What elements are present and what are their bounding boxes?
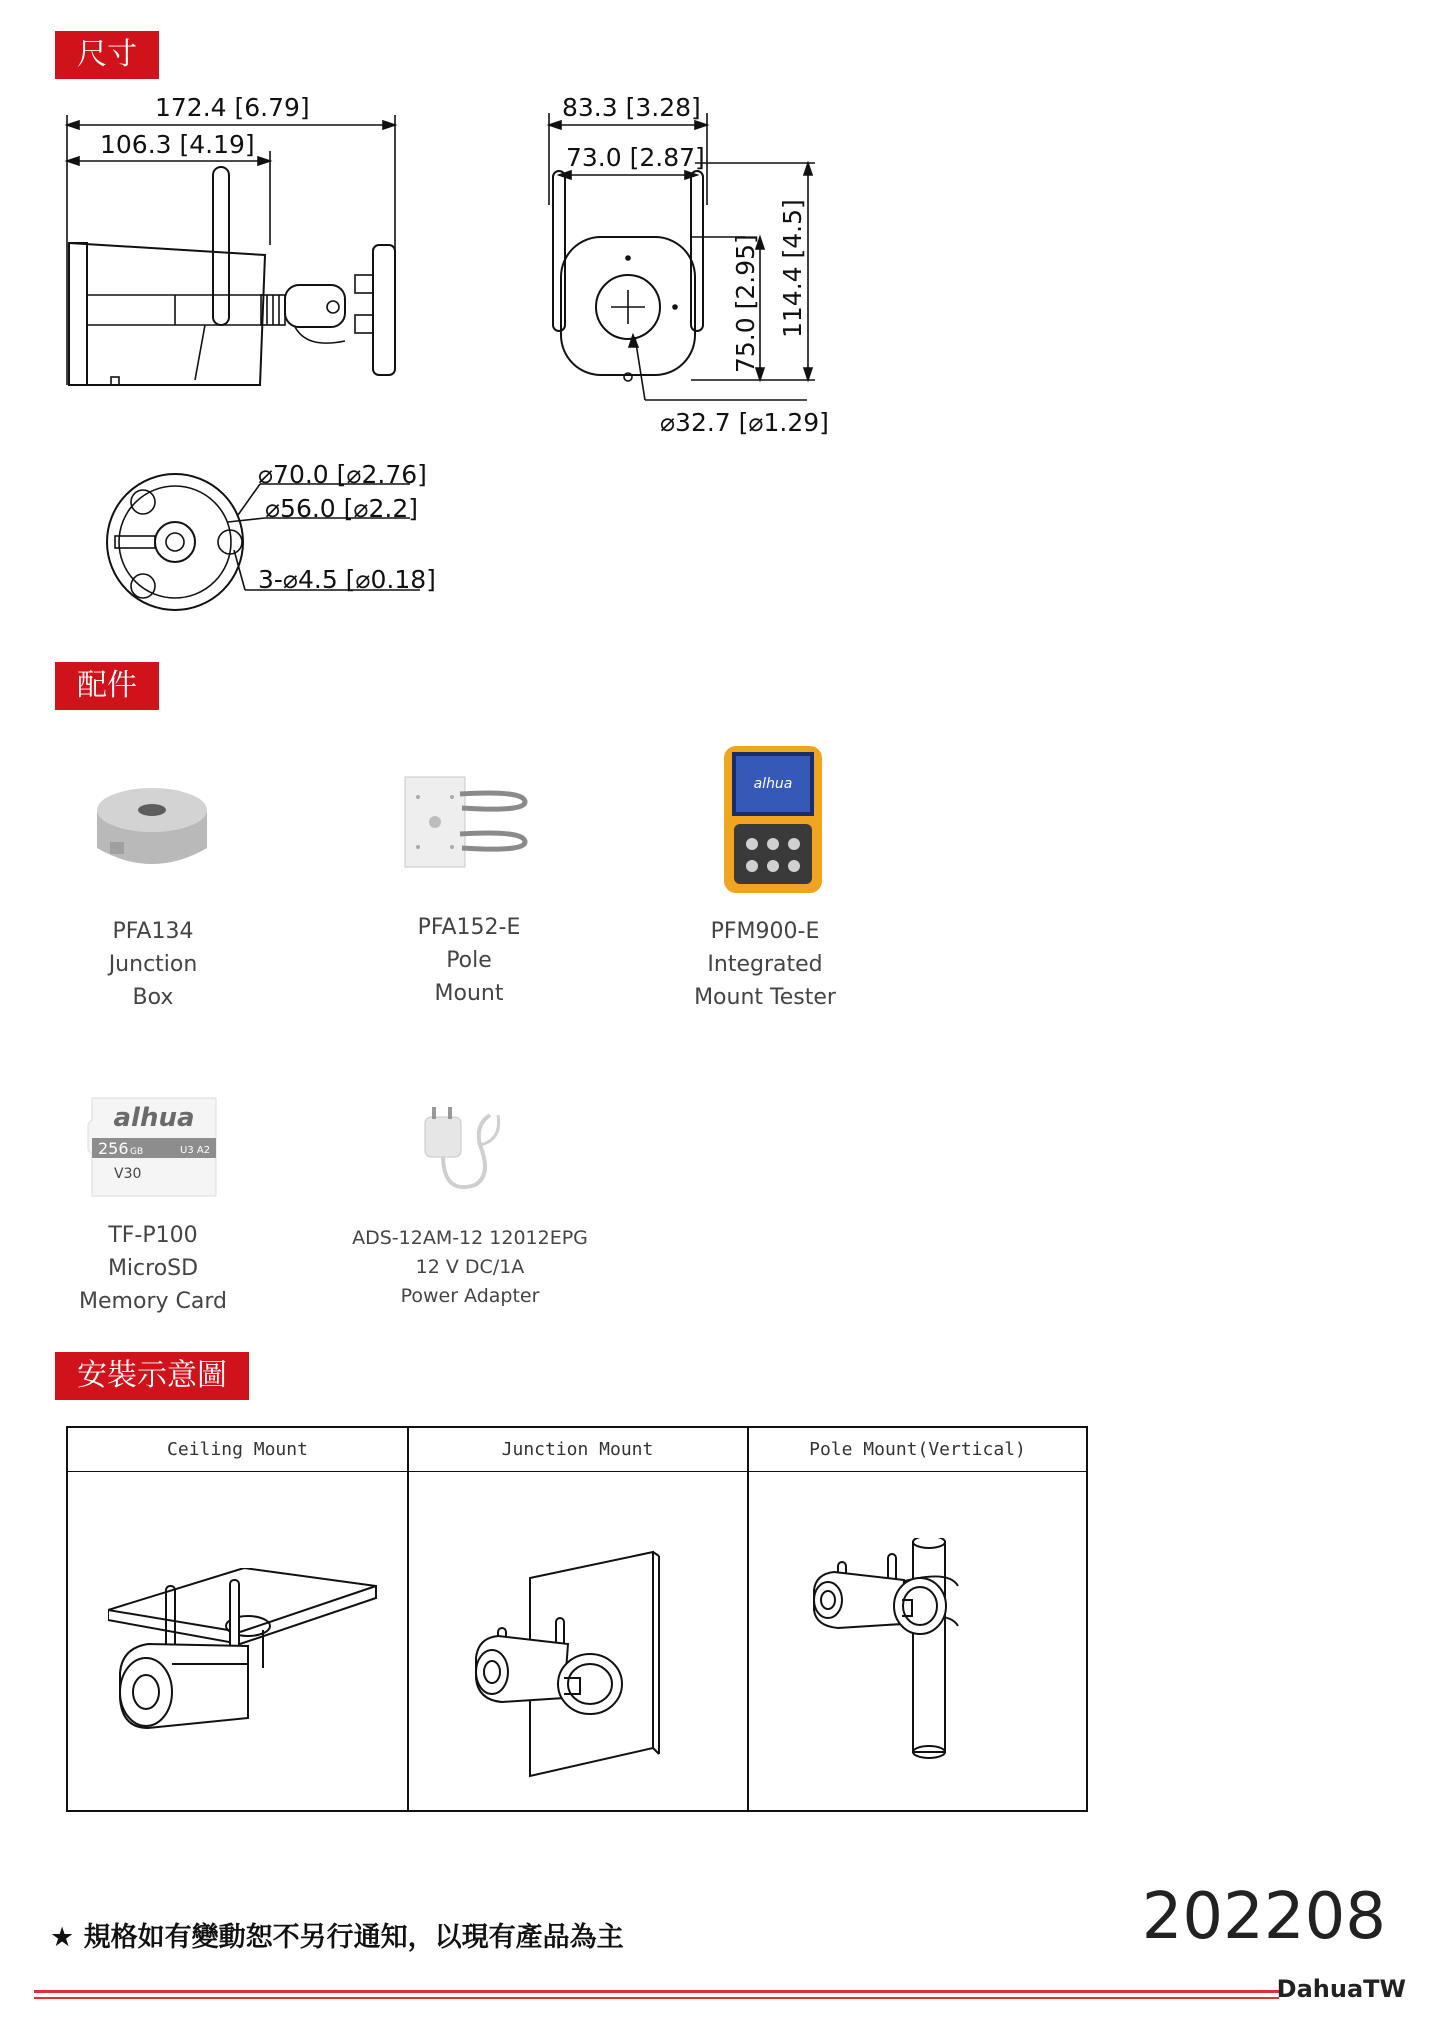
accessory-line: Box [132, 985, 174, 1010]
dim-lens-diameter: ⌀32.7 [⌀1.29] [660, 408, 829, 437]
sd-capacity-label: 256 [98, 1139, 129, 1158]
dim-screw-holes: 3-⌀4.5 [⌀0.18] [258, 565, 436, 594]
dim-total-length: 172.4 [6.79] [155, 93, 310, 122]
accessory-caption-2 [369, 911, 569, 1010]
sd-class-label: V30 [114, 1166, 142, 1182]
footer-disclaimer: ★ 規格如有變動恕不另行通知，以現有產品為主 [50, 1922, 624, 1953]
junction-box-icon [92, 770, 212, 880]
accessory-line: Power Adapter [400, 1285, 540, 1307]
section-title-accessories: 配件 [55, 662, 159, 710]
power-adapter-icon [420, 1105, 510, 1200]
accessory-model: PFA152-E [417, 915, 521, 940]
pole-mount-icon [400, 772, 530, 872]
accessory-line: Junction [108, 952, 198, 977]
accessory-line: 12 V DC/1A [415, 1256, 525, 1278]
sd-capacity-unit: GB [130, 1147, 144, 1157]
install-header-ceiling: Ceiling Mount [68, 1428, 407, 1472]
accessory-line: Memory Card [79, 1289, 227, 1314]
accessory-caption-5 [335, 1224, 605, 1311]
accessory-model: PFM900-E [710, 919, 820, 944]
dim-total-height: 114.4 [4.5] [778, 199, 807, 338]
accessory-model: ADS-12AM-12 12012EPG [352, 1227, 588, 1249]
footer-version-code: 202208 [1141, 1880, 1386, 1954]
ceiling-mount-illustration [108, 1568, 378, 1738]
sd-brand-label: alhua [113, 1103, 195, 1133]
accessory-line: Mount [434, 981, 504, 1006]
dim-body-width: 73.0 [2.87] [566, 143, 705, 172]
accessory-line: Mount Tester [694, 985, 836, 1010]
section-title-dimensions: 尺寸 [55, 31, 159, 79]
accessory-caption-1 [53, 915, 253, 1014]
installation-table [66, 1426, 1088, 1812]
accessory-model: PFA134 [112, 919, 194, 944]
install-header-junction: Junction Mount [408, 1428, 747, 1472]
accessory-line: MicroSD [107, 1256, 199, 1281]
dim-body-height: 75.0 [2.95] [731, 234, 760, 373]
column-divider [407, 1428, 409, 1810]
accessory-caption-4 [53, 1219, 253, 1318]
dim-base-inner: ⌀56.0 [⌀2.2] [265, 494, 418, 523]
pole-mount-vertical-illustration [808, 1538, 1028, 1808]
accessory-caption-3 [655, 915, 875, 1014]
accessory-line: Pole [446, 948, 492, 973]
junction-mount-illustration [468, 1548, 708, 1788]
tester-screen-brand: alhua [753, 776, 793, 792]
footer-red-line-top [34, 1990, 1279, 1993]
footer-brand: DahuaTW [1276, 1975, 1406, 2003]
footer-red-line-bottom [34, 1997, 1279, 1999]
column-divider [747, 1428, 749, 1810]
accessory-line: Integrated [707, 952, 823, 977]
mount-tester-icon [718, 742, 828, 897]
dim-total-width: 83.3 [3.28] [562, 93, 701, 122]
install-header-pole: Pole Mount(Vertical) [748, 1428, 1087, 1472]
accessory-model: TF-P100 [108, 1223, 198, 1248]
sd-speed-label: U3 A2 [180, 1145, 211, 1156]
dim-base-outer: ⌀70.0 [⌀2.76] [258, 460, 427, 489]
section-title-installation: 安裝示意圖 [55, 1352, 249, 1400]
dim-body-length: 106.3 [4.19] [100, 130, 255, 159]
microsd-card-icon [84, 1094, 224, 1200]
